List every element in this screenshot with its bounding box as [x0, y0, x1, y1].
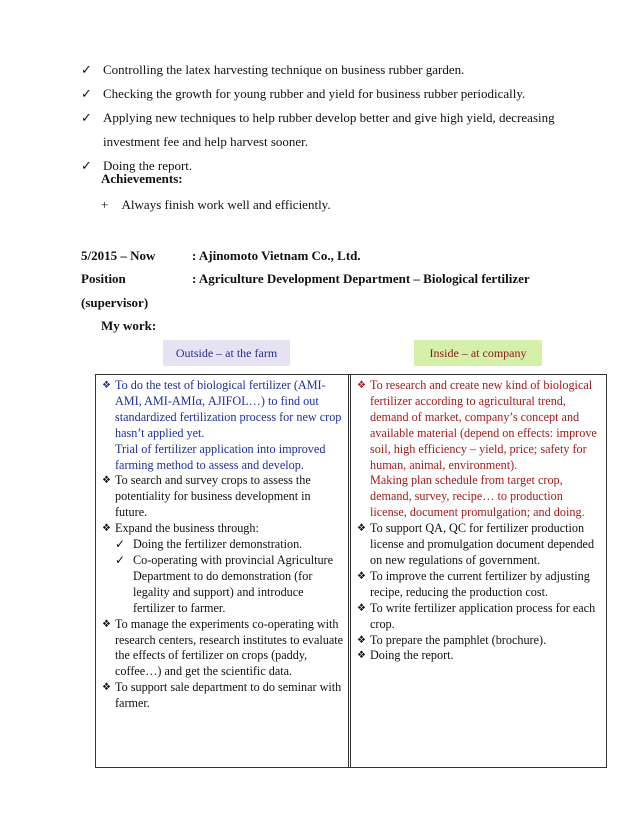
- list-item-continuation: Trial of fertilizer application into improved farming method to assess and develop.: [115, 441, 326, 472]
- list-item: ❖ To prepare the pamphlet (brochure).: [357, 632, 547, 647]
- outside-farm-box: Outside – at the farm: [163, 340, 290, 366]
- list-item: ❖ To write fertilizer application process for each crop.: [357, 600, 596, 631]
- list-item: ❖ To do the test of biological fertilizer (AMI-AMI, AMI-AMIα, AJIFOL…) to find out standardized fertilization process for new crop hasn’t applied yet.: [102, 378, 342, 440]
- achievement-text: Always finish work well and efficiently.: [121, 197, 331, 212]
- checkmark-icon: ✓: [81, 110, 92, 125]
- diamond-bullet-icon: ❖: [102, 682, 111, 694]
- inside-column: [351, 375, 606, 767]
- list-item: ❖ To research and create new kind of biological fertilizer according to agricultural trend, demand of market, company’s concept and available material (depend on effects: improve soil, high efficiency – yield, price; safety for human, animal, environment).: [357, 378, 597, 472]
- position-note: (supervisor): [81, 295, 149, 310]
- duty-text: Doing the report.: [103, 158, 193, 173]
- diamond-bullet-icon: ❖: [357, 570, 366, 582]
- diamond-bullet-icon: ❖: [102, 475, 111, 487]
- list-item: ❖ Expand the business through:: [102, 521, 259, 536]
- list-item: ❖ To improve the current fertilizer by adjusting recipe, reducing the production cost.: [357, 568, 590, 599]
- diamond-bullet-icon: ❖: [102, 618, 111, 630]
- diamond-bullet-icon: ❖: [102, 380, 111, 391]
- duty-text: Controlling the latex harvesting technique on business rubber garden.: [103, 62, 465, 77]
- position-label: Position: [81, 271, 126, 286]
- job-period: 5/2015 – Now: [81, 248, 156, 263]
- list-item: [81, 106, 601, 154]
- achievements-heading: Achievements:: [101, 171, 183, 186]
- diamond-bullet-icon: ❖: [357, 650, 366, 662]
- checkmark-icon: ✓: [115, 537, 126, 552]
- list-item: ❖ To support sale department to do seminar with farmer.: [102, 680, 342, 711]
- my-work-label: My work:: [101, 318, 157, 333]
- list-item-continuation: Making plan schedule from target crop, demand, survey, recipe… to production license, document promulgation; and doing.: [370, 473, 585, 520]
- list-item: ❖ To search and survey crops to assess the potentiality for business development in future.: [102, 473, 311, 520]
- checkmark-icon: ✓: [81, 62, 92, 77]
- list-item: ❖ Doing the report.: [357, 648, 454, 663]
- checkmark-icon: ✓: [81, 158, 92, 173]
- position-value: : Agriculture Development Department – Biological fertilizer: [192, 271, 530, 286]
- diamond-bullet-icon: ❖: [102, 523, 111, 535]
- sub-list-item: ✓ Doing the fertilizer demonstration.: [115, 537, 303, 552]
- plus-bullet: +: [101, 197, 109, 212]
- work-table: [95, 374, 607, 768]
- diamond-bullet-icon: ❖: [357, 634, 366, 646]
- outside-column: [96, 375, 351, 767]
- list-item: [81, 58, 601, 82]
- duty-text: Checking the growth for young rubber and yield for business rubber periodically.: [103, 86, 526, 101]
- achievement-item: [101, 197, 331, 213]
- list-item: [81, 82, 601, 106]
- diamond-bullet-icon: ❖: [357, 602, 366, 614]
- duty-text: Applying new techniques to help rubber develop better and give high yield, decreasing investment fee and help harvest sooner.: [103, 110, 555, 149]
- duty-checklist: [81, 58, 601, 178]
- inside-company-box: Inside – at company: [414, 340, 542, 366]
- diamond-bullet-icon: ❖: [357, 523, 366, 535]
- sub-list-item: ✓ Co-operating with provincial Agriculture Department to do demonstration (for legality and support) and introduce fertilizer to farmer.: [115, 552, 334, 615]
- list-item: ❖ To support QA, QC for fertilizer production license and promulgation document depended on new regulations of government.: [357, 521, 595, 567]
- checkmark-icon: ✓: [81, 86, 92, 101]
- job-company: : Ajinomoto Vietnam Co., Ltd.: [192, 248, 361, 263]
- list-item: ❖ To manage the experiments co-operating with research centers, research institutes to evaluate the effects of fertilizer on crops (paddy, coffee…) and get the scientific data.: [102, 616, 344, 679]
- diamond-bullet-icon: ❖: [357, 380, 366, 391]
- checkmark-icon: ✓: [115, 552, 126, 567]
